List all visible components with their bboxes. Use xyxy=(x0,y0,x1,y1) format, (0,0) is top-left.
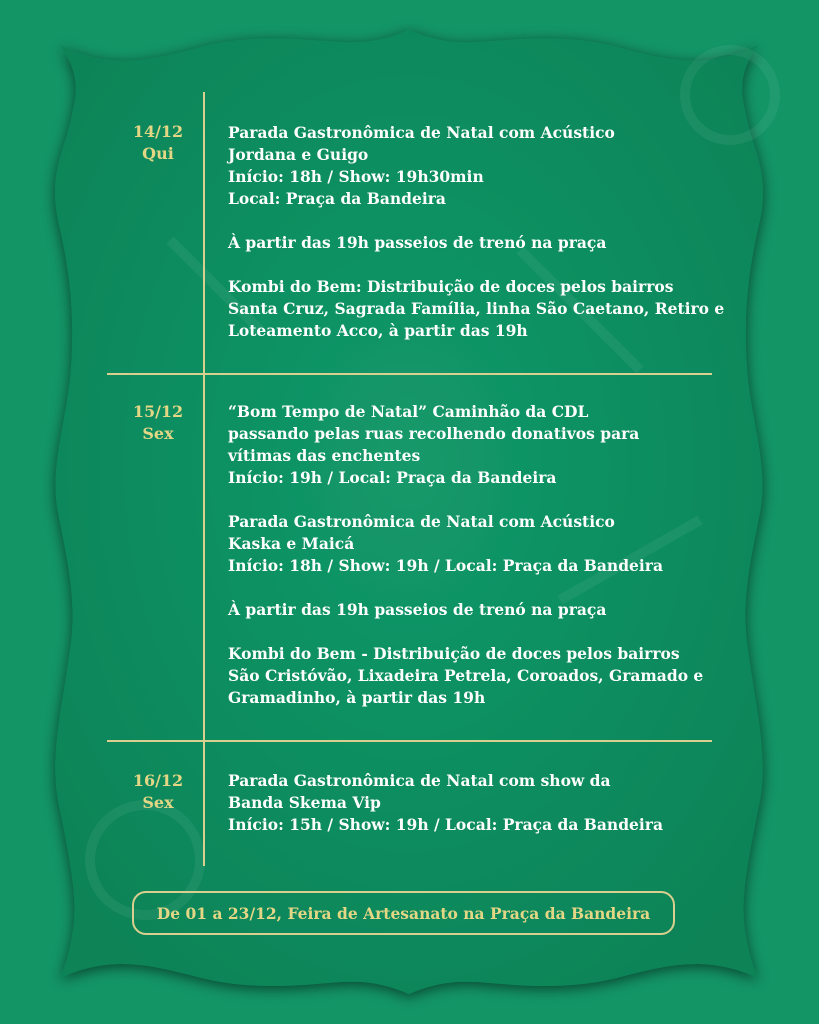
event-line: “Bom Tempo de Natal” Caminhão da CDL xyxy=(228,402,589,421)
footer-banner xyxy=(132,891,675,935)
event-line: Início: 18h / Show: 19h30min xyxy=(228,167,484,186)
day-date xyxy=(108,121,208,165)
event-item xyxy=(228,276,748,342)
event-line: Parada Gastronômica de Natal com Acústico xyxy=(228,123,615,142)
event-line: Parada Gastronômica de Natal com show da xyxy=(228,771,611,790)
weekday-label: Sex xyxy=(142,424,174,443)
event-item xyxy=(228,770,748,836)
event-item xyxy=(228,401,748,489)
event-line: Gramadinho, à partir das 19h xyxy=(228,688,486,707)
date-label: 15/12 xyxy=(132,402,184,421)
event-item xyxy=(228,643,748,709)
weekday-label: Qui xyxy=(142,144,174,163)
day-events xyxy=(228,401,748,709)
event-line: Kombi do Bem: Distribuição de doces pelos bairros xyxy=(228,277,674,296)
event-line: passando pelas ruas recolhendo donativos para xyxy=(228,424,640,443)
event-line: Jordana e Guigo xyxy=(228,145,369,164)
event-line: Local: Praça da Bandeira xyxy=(228,189,446,208)
event-line: À partir das 19h passeios de trenó na praça xyxy=(228,600,607,619)
event-line: Início: 18h / Show: 19h / Local: Praça da Bandeira xyxy=(228,556,663,575)
event-line: Início: 15h / Show: 19h / Local: Praça da Bandeira xyxy=(228,815,663,834)
event-line: Kombi do Bem - Distribuição de doces pelos bairros xyxy=(228,644,680,663)
event-line: Parada Gastronômica de Natal com Acústico xyxy=(228,512,615,531)
event-line: Início: 19h / Local: Praça da Bandeira xyxy=(228,468,557,487)
date-label: 16/12 xyxy=(132,771,184,790)
event-line: Santa Cruz, Sagrada Família, linha São Caetano, Retiro e xyxy=(228,299,725,318)
event-line: São Cristóvão, Lixadeira Petrela, Coroados, Gramado e xyxy=(228,666,704,685)
event-line: Kaska e Maicá xyxy=(228,534,355,553)
footer-text: De 01 a 23/12, Feira de Artesanato na Praça da Bandeira xyxy=(156,903,651,923)
day-events xyxy=(228,122,748,342)
day-events xyxy=(228,770,748,836)
event-line: Loteamento Acco, à partir das 19h xyxy=(228,321,528,340)
vertical-divider xyxy=(203,92,205,866)
event-item xyxy=(228,599,748,621)
event-line: À partir das 19h passeios de trenó na praça xyxy=(228,233,607,252)
event-line: Banda Skema Vip xyxy=(228,793,381,812)
event-line: vítimas das enchentes xyxy=(228,446,421,465)
date-label: 14/12 xyxy=(132,122,184,141)
weekday-label: Sex xyxy=(142,793,174,812)
day-date xyxy=(108,770,208,814)
horizontal-divider xyxy=(107,373,712,375)
day-date xyxy=(108,401,208,445)
event-item xyxy=(228,232,748,254)
event-item xyxy=(228,122,748,210)
horizontal-divider xyxy=(107,740,712,742)
event-item xyxy=(228,511,748,577)
